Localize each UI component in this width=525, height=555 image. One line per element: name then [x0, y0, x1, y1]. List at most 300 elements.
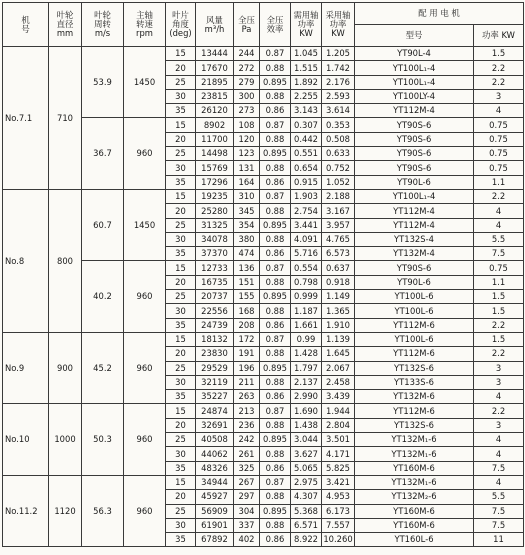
fan-performance-table — [2, 2, 524, 547]
table-row — [3, 47, 524, 61]
motor-model-cell: YT100L₁-4 — [355, 75, 474, 89]
efficiency-cell: 0.895 — [260, 361, 291, 375]
total-pressure-cell: 345 — [234, 204, 260, 218]
air-volume-cell: 25280 — [196, 204, 234, 218]
required-power-cell: 2.255 — [291, 89, 322, 103]
tip-speed-cell: 50.3 — [82, 404, 124, 475]
tip-speed-cell: 56.3 — [82, 475, 124, 546]
motor-power-cell: 7.5 — [474, 461, 524, 475]
motor-power-cell: 1.5 — [474, 304, 524, 318]
motor-model-cell: YT100L-6 — [355, 304, 474, 318]
total-pressure-cell: 263 — [234, 390, 260, 404]
tip-speed-cell: 60.7 — [82, 189, 124, 260]
blade-angle-cell: 15 — [166, 475, 196, 489]
blade-angle-cell: 30 — [166, 447, 196, 461]
table-row — [3, 332, 524, 346]
required-power-cell: 0.551 — [291, 147, 322, 161]
required-power-cell: 1.515 — [291, 61, 322, 75]
total-pressure-cell: 354 — [234, 218, 260, 232]
motor-power-cell: 0.75 — [474, 161, 524, 175]
air-volume-cell: 35227 — [196, 390, 234, 404]
efficiency-cell: 0.895 — [260, 147, 291, 161]
motor-power-cell: 1.1 — [474, 175, 524, 189]
motor-model-cell: YT160M-6 — [355, 461, 474, 475]
spindle-speed-cell: 960 — [124, 404, 166, 475]
blade-angle-cell: 20 — [166, 204, 196, 218]
machine-number-cell: No.7.1 — [3, 47, 49, 190]
shaft-power-cell: 2.067 — [322, 361, 355, 375]
impeller-diameter-cell: 1120 — [49, 475, 82, 546]
blade-angle-cell: 35 — [166, 318, 196, 332]
shaft-power-cell: 4.953 — [322, 490, 355, 504]
required-power-cell: 2.137 — [291, 375, 322, 389]
header-efficiency — [260, 3, 291, 47]
efficiency-cell: 0.895 — [260, 504, 291, 518]
air-volume-cell: 14498 — [196, 147, 234, 161]
air-volume-cell: 16735 — [196, 275, 234, 289]
air-volume-cell: 22556 — [196, 304, 234, 318]
motor-power-cell: 2.2 — [474, 404, 524, 418]
total-pressure-cell: 272 — [234, 61, 260, 75]
air-volume-cell: 24739 — [196, 318, 234, 332]
air-volume-cell: 40508 — [196, 433, 234, 447]
required-power-cell: 3.143 — [291, 104, 322, 118]
blade-angle-cell: 25 — [166, 218, 196, 232]
shaft-power-cell: 2.188 — [322, 189, 355, 203]
impeller-diameter-cell: 800 — [49, 189, 82, 332]
spindle-speed-cell: 960 — [124, 475, 166, 546]
motor-model-cell: YT90S-6 — [355, 147, 474, 161]
efficiency-cell: 0.88 — [260, 232, 291, 246]
motor-model-cell: YT112M-4 — [355, 204, 474, 218]
shaft-power-cell: 0.752 — [322, 161, 355, 175]
motor-model-cell: YT132M₁-6 — [355, 475, 474, 489]
header-rpm-line-2: 转速 — [136, 19, 153, 30]
shaft-power-cell: 6.173 — [322, 504, 355, 518]
machine-number-cell: No.11.2 — [3, 475, 49, 546]
blade-angle-cell: 20 — [166, 132, 196, 146]
shaft-power-cell: 0.508 — [322, 132, 355, 146]
total-pressure-cell: 131 — [234, 161, 260, 175]
required-power-cell: 4.307 — [291, 490, 322, 504]
blade-angle-cell: 30 — [166, 89, 196, 103]
blade-angle-cell: 15 — [166, 332, 196, 346]
motor-model-cell: YT100LY-4 — [355, 89, 474, 103]
motor-model-cell: YT90L-6 — [355, 275, 474, 289]
air-volume-cell: 20737 — [196, 290, 234, 304]
motor-model-cell: YT90S-6 — [355, 161, 474, 175]
shaft-power-cell: 3.614 — [322, 104, 355, 118]
header-angle-line-1: 叶片 — [172, 10, 189, 21]
header-required-power — [291, 3, 322, 47]
efficiency-cell: 0.88 — [260, 132, 291, 146]
air-volume-cell: 34078 — [196, 232, 234, 246]
motor-model-cell: YT132S-4 — [355, 232, 474, 246]
required-power-cell: 3.441 — [291, 218, 322, 232]
motor-power-cell: 4 — [474, 447, 524, 461]
shaft-power-cell: 1.052 — [322, 175, 355, 189]
shaft-power-cell: 1.944 — [322, 404, 355, 418]
header-model-line-1: 机 — [21, 14, 30, 25]
air-volume-cell: 32691 — [196, 418, 234, 432]
shaft-power-cell: 1.365 — [322, 304, 355, 318]
required-power-cell: 0.654 — [291, 161, 322, 175]
air-volume-cell: 12733 — [196, 261, 234, 275]
air-volume-cell: 18132 — [196, 332, 234, 346]
motor-power-cell: 2.2 — [474, 347, 524, 361]
efficiency-cell: 0.86 — [260, 318, 291, 332]
motor-power-cell: 4 — [474, 390, 524, 404]
blade-angle-cell: 20 — [166, 347, 196, 361]
header-shaft-power — [322, 3, 355, 47]
header-eff-line-2: 效率 — [266, 23, 284, 34]
efficiency-cell: 0.88 — [260, 347, 291, 361]
tip-speed-cell: 40.2 — [82, 261, 124, 332]
spindle-speed-cell: 960 — [124, 261, 166, 332]
required-power-cell: 1.187 — [291, 304, 322, 318]
shaft-power-cell: 1.645 — [322, 347, 355, 361]
required-power-cell: 0.554 — [291, 261, 322, 275]
total-pressure-cell: 151 — [234, 275, 260, 289]
shaft-power-cell: 3.421 — [322, 475, 355, 489]
air-volume-cell: 11700 — [196, 132, 234, 146]
air-volume-cell: 61901 — [196, 518, 234, 532]
motor-power-cell: 4 — [474, 433, 524, 447]
total-pressure-cell: 273 — [234, 104, 260, 118]
air-volume-cell: 19235 — [196, 189, 234, 203]
shaft-power-cell: 10.260 — [322, 533, 355, 547]
header-model — [3, 3, 49, 47]
efficiency-cell: 0.88 — [260, 418, 291, 432]
efficiency-cell: 0.86 — [260, 461, 291, 475]
motor-power-cell: 0.75 — [474, 118, 524, 132]
efficiency-cell: 0.86 — [260, 533, 291, 547]
efficiency-cell: 0.87 — [260, 261, 291, 275]
header-shaft-line-3: KW — [331, 27, 345, 38]
total-pressure-cell: 164 — [234, 175, 260, 189]
blade-angle-cell: 20 — [166, 275, 196, 289]
required-power-cell: 0.798 — [291, 275, 322, 289]
header-diameter-line-2: 直径 — [56, 19, 74, 30]
motor-model-cell: YT90S-6 — [355, 261, 474, 275]
total-pressure-cell: 279 — [234, 75, 260, 89]
shaft-power-cell: 2.458 — [322, 375, 355, 389]
air-volume-cell: 8902 — [196, 118, 234, 132]
motor-model-cell: YT132M-4 — [355, 247, 474, 261]
required-power-cell: 2.754 — [291, 204, 322, 218]
shaft-power-cell: 3.439 — [322, 390, 355, 404]
efficiency-cell: 0.88 — [260, 375, 291, 389]
header-req-line-2: 功率 — [297, 19, 315, 30]
efficiency-cell: 0.895 — [260, 218, 291, 232]
motor-power-cell: 1.5 — [474, 290, 524, 304]
motor-power-cell: 4 — [474, 104, 524, 118]
header-eff-line-1: 全压 — [266, 14, 284, 25]
total-pressure-cell: 155 — [234, 290, 260, 304]
total-pressure-cell: 208 — [234, 318, 260, 332]
blade-angle-cell: 30 — [166, 304, 196, 318]
air-volume-cell: 23815 — [196, 89, 234, 103]
motor-model-cell: YT100L-6 — [355, 290, 474, 304]
header-volume-line-2: m³/h — [204, 23, 225, 34]
spindle-speed-cell: 960 — [124, 332, 166, 403]
motor-power-cell: 5.5 — [474, 490, 524, 504]
shaft-power-cell: 0.637 — [322, 261, 355, 275]
required-power-cell: 1.438 — [291, 418, 322, 432]
motor-power-cell: 0.75 — [474, 132, 524, 146]
efficiency-cell: 0.88 — [260, 275, 291, 289]
required-power-cell: 1.428 — [291, 347, 322, 361]
required-power-cell: 1.661 — [291, 318, 322, 332]
motor-model-cell: YT112M-6 — [355, 347, 474, 361]
total-pressure-cell: 337 — [234, 518, 260, 532]
blade-angle-cell: 25 — [166, 361, 196, 375]
blade-angle-cell: 25 — [166, 290, 196, 304]
motor-power-cell: 1.5 — [474, 332, 524, 346]
header-motor-power: 功率 KW — [474, 25, 524, 47]
header-model-line-2: 号 — [21, 23, 30, 34]
motor-power-cell: 7.5 — [474, 247, 524, 261]
blade-angle-cell: 30 — [166, 232, 196, 246]
motor-power-cell: 5.5 — [474, 232, 524, 246]
motor-model-cell: YT132M-6 — [355, 390, 474, 404]
required-power-cell: 5.368 — [291, 504, 322, 518]
required-power-cell: 5.716 — [291, 247, 322, 261]
header-tip-line-2: 周转 — [94, 19, 111, 30]
impeller-diameter-cell: 710 — [49, 47, 82, 190]
motor-model-cell: YT90L-4 — [355, 47, 474, 61]
required-power-cell: 0.915 — [291, 175, 322, 189]
shaft-power-cell: 6.573 — [322, 247, 355, 261]
table-row — [3, 118, 524, 132]
blade-angle-cell: 20 — [166, 490, 196, 504]
efficiency-cell: 0.88 — [260, 161, 291, 175]
tip-speed-cell: 45.2 — [82, 332, 124, 403]
shaft-power-cell: 4.765 — [322, 232, 355, 246]
motor-model-cell: YT100L-6 — [355, 332, 474, 346]
motor-model-cell: YT133S-6 — [355, 375, 474, 389]
air-volume-cell: 37370 — [196, 247, 234, 261]
shaft-power-cell: 3.957 — [322, 218, 355, 232]
total-pressure-cell: 213 — [234, 404, 260, 418]
motor-power-cell: 3 — [474, 89, 524, 103]
efficiency-cell: 0.87 — [260, 47, 291, 61]
motor-power-cell: 2.2 — [474, 318, 524, 332]
required-power-cell: 0.999 — [291, 290, 322, 304]
air-volume-cell: 17296 — [196, 175, 234, 189]
air-volume-cell: 26120 — [196, 104, 234, 118]
motor-model-cell: YT132M₁-6 — [355, 447, 474, 461]
motor-power-cell: 3 — [474, 418, 524, 432]
spindle-speed-cell: 1450 — [124, 47, 166, 118]
shaft-power-cell: 5.825 — [322, 461, 355, 475]
motor-power-cell: 2.2 — [474, 61, 524, 75]
required-power-cell: 3.627 — [291, 447, 322, 461]
blade-angle-cell: 30 — [166, 518, 196, 532]
air-volume-cell: 21895 — [196, 75, 234, 89]
total-pressure-cell: 123 — [234, 147, 260, 161]
required-power-cell: 4.091 — [291, 232, 322, 246]
motor-power-cell: 2.2 — [474, 189, 524, 203]
header-impeller-diameter — [49, 3, 82, 47]
motor-power-cell: 3 — [474, 375, 524, 389]
efficiency-cell: 0.88 — [260, 447, 291, 461]
header-tip-speed — [82, 3, 124, 47]
blade-angle-cell: 25 — [166, 504, 196, 518]
required-power-cell: 2.975 — [291, 475, 322, 489]
shaft-power-cell: 1.910 — [322, 318, 355, 332]
motor-power-cell: 0.75 — [474, 147, 524, 161]
motor-power-cell: 2.2 — [474, 75, 524, 89]
total-pressure-cell: 136 — [234, 261, 260, 275]
blade-angle-cell: 35 — [166, 390, 196, 404]
air-volume-cell: 48326 — [196, 461, 234, 475]
shaft-power-cell: 2.593 — [322, 89, 355, 103]
blade-angle-cell: 35 — [166, 247, 196, 261]
motor-power-cell: 4 — [474, 475, 524, 489]
efficiency-cell: 0.86 — [260, 390, 291, 404]
efficiency-cell: 0.88 — [260, 61, 291, 75]
motor-power-cell: 1.1 — [474, 275, 524, 289]
efficiency-cell: 0.88 — [260, 518, 291, 532]
air-volume-cell: 31325 — [196, 218, 234, 232]
efficiency-cell: 0.86 — [260, 104, 291, 118]
header-req-line-1: 需用轴 — [293, 10, 319, 21]
motor-power-cell: 4 — [474, 204, 524, 218]
efficiency-cell: 0.87 — [260, 189, 291, 203]
efficiency-cell: 0.87 — [260, 475, 291, 489]
tip-speed-cell: 53.9 — [82, 47, 124, 118]
tip-speed-cell: 36.7 — [82, 118, 124, 189]
required-power-cell: 6.571 — [291, 518, 322, 532]
header-rpm-line-3: rpm — [136, 27, 153, 38]
motor-model-cell: YT112M-6 — [355, 404, 474, 418]
total-pressure-cell: 325 — [234, 461, 260, 475]
required-power-cell: 3.044 — [291, 433, 322, 447]
total-pressure-cell: 261 — [234, 447, 260, 461]
blade-angle-cell: 25 — [166, 433, 196, 447]
efficiency-cell: 0.87 — [260, 404, 291, 418]
header-air-volume — [196, 3, 234, 47]
total-pressure-cell: 120 — [234, 132, 260, 146]
spindle-speed-cell: 1450 — [124, 189, 166, 260]
blade-angle-cell: 25 — [166, 75, 196, 89]
total-pressure-cell: 310 — [234, 189, 260, 203]
total-pressure-cell: 168 — [234, 304, 260, 318]
motor-model-cell: YT160L-6 — [355, 533, 474, 547]
machine-number-cell: No.10 — [3, 404, 49, 475]
shaft-power-cell: 1.149 — [322, 290, 355, 304]
air-volume-cell: 56909 — [196, 504, 234, 518]
air-volume-cell: 67892 — [196, 533, 234, 547]
air-volume-cell: 32119 — [196, 375, 234, 389]
shaft-power-cell: 2.804 — [322, 418, 355, 432]
header-angle-line-2: 角度 — [172, 19, 189, 30]
air-volume-cell: 44062 — [196, 447, 234, 461]
efficiency-cell: 0.895 — [260, 75, 291, 89]
required-power-cell: 0.307 — [291, 118, 322, 132]
blade-angle-cell: 30 — [166, 161, 196, 175]
motor-model-cell: YT112M-4 — [355, 218, 474, 232]
motor-power-cell: 7.5 — [474, 504, 524, 518]
required-power-cell: 2.990 — [291, 390, 322, 404]
header-pressure-line-1: 全压 — [238, 14, 255, 25]
blade-angle-cell: 15 — [166, 261, 196, 275]
header-tip-line-1: 叶轮 — [94, 10, 111, 21]
motor-model-cell: YT160M-6 — [355, 504, 474, 518]
efficiency-cell: 0.88 — [260, 89, 291, 103]
header-total-pressure — [234, 3, 260, 47]
total-pressure-cell: 242 — [234, 433, 260, 447]
header-diameter-line-3: mm — [56, 27, 74, 38]
efficiency-cell: 0.88 — [260, 204, 291, 218]
required-power-cell: 1.903 — [291, 189, 322, 203]
table-row — [3, 404, 524, 418]
total-pressure-cell: 297 — [234, 490, 260, 504]
blade-angle-cell: 35 — [166, 175, 196, 189]
motor-model-cell: YT132M₁-6 — [355, 433, 474, 447]
total-pressure-cell: 402 — [234, 533, 260, 547]
header-motor-group: 配 用 电 机 — [355, 3, 524, 25]
blade-angle-cell: 20 — [166, 61, 196, 75]
header-volume-line-1: 风量 — [206, 14, 223, 25]
header-pressure-line-2: Pa — [241, 23, 252, 34]
total-pressure-cell: 108 — [234, 118, 260, 132]
motor-model-cell: YT132S-6 — [355, 361, 474, 375]
shaft-power-cell: 4.171 — [322, 447, 355, 461]
shaft-power-cell: 0.353 — [322, 118, 355, 132]
total-pressure-cell: 172 — [234, 332, 260, 346]
blade-angle-cell: 35 — [166, 461, 196, 475]
table-row — [3, 189, 524, 203]
air-volume-cell: 45927 — [196, 490, 234, 504]
blade-angle-cell: 15 — [166, 118, 196, 132]
efficiency-cell: 0.88 — [260, 490, 291, 504]
header-row-1 — [3, 3, 524, 25]
total-pressure-cell: 304 — [234, 504, 260, 518]
motor-power-cell: 3 — [474, 361, 524, 375]
total-pressure-cell: 267 — [234, 475, 260, 489]
shaft-power-cell: 1.205 — [322, 47, 355, 61]
blade-angle-cell: 15 — [166, 189, 196, 203]
air-volume-cell: 17670 — [196, 61, 234, 75]
blade-angle-cell: 15 — [166, 404, 196, 418]
blade-angle-cell: 35 — [166, 104, 196, 118]
motor-model-cell: YT100L₁-4 — [355, 189, 474, 203]
air-volume-cell: 24874 — [196, 404, 234, 418]
efficiency-cell: 0.88 — [260, 304, 291, 318]
shaft-power-cell: 1.139 — [322, 332, 355, 346]
motor-model-cell: YT100L₁-4 — [355, 61, 474, 75]
header-shaft-line-2: 功率 — [329, 19, 347, 30]
motor-model-cell: YT90S-6 — [355, 132, 474, 146]
machine-number-cell: No.9 — [3, 332, 49, 403]
shaft-power-cell: 0.918 — [322, 275, 355, 289]
blade-angle-cell: 35 — [166, 533, 196, 547]
motor-power-cell: 1.5 — [474, 47, 524, 61]
total-pressure-cell: 300 — [234, 89, 260, 103]
total-pressure-cell: 211 — [234, 375, 260, 389]
required-power-cell: 1.892 — [291, 75, 322, 89]
blade-angle-cell: 25 — [166, 147, 196, 161]
table-row — [3, 475, 524, 489]
motor-model-cell: YT112M-6 — [355, 318, 474, 332]
efficiency-cell: 0.86 — [260, 175, 291, 189]
machine-number-cell: No.8 — [3, 189, 49, 332]
header-angle-line-3: (deg) — [169, 27, 192, 38]
efficiency-cell: 0.895 — [260, 433, 291, 447]
required-power-cell: 1.690 — [291, 404, 322, 418]
